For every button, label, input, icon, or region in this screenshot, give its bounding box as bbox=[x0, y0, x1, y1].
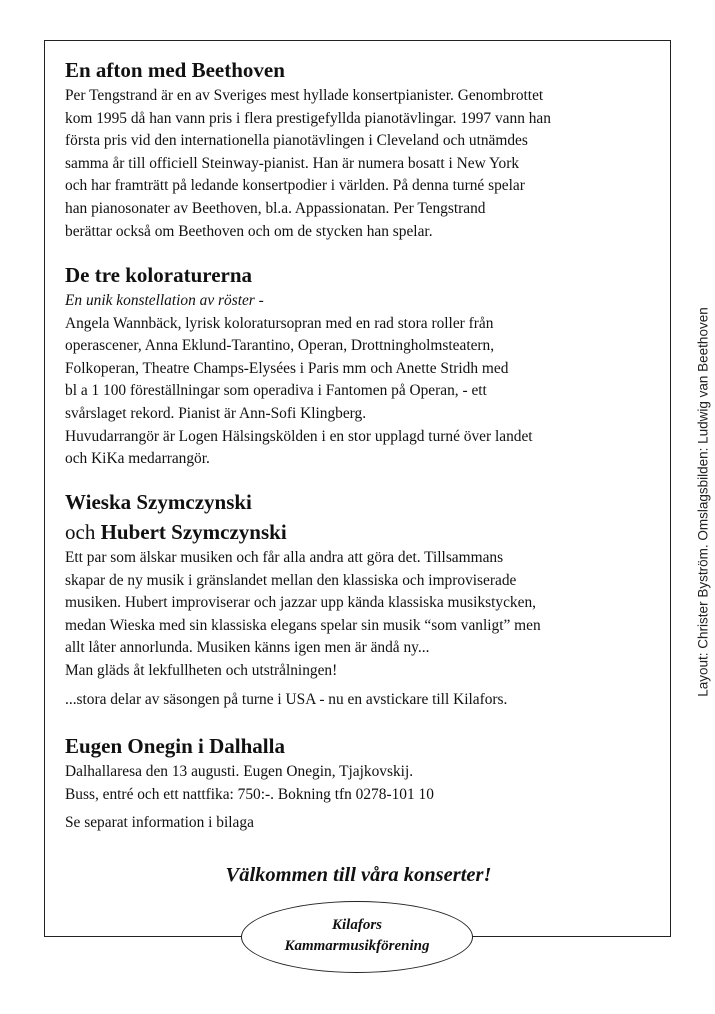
section-title: Wieska Szymczynski bbox=[65, 490, 252, 514]
section-title: En afton med Beethoven bbox=[65, 58, 285, 82]
text-line: och KiKa medarrangör. bbox=[65, 450, 210, 468]
text-line: Man gläds åt lekfullheten och utstrålningen! bbox=[65, 661, 338, 679]
section-koloraturerna bbox=[65, 260, 665, 471]
text-line: och har framträtt på ledande konsertpodier i världen. På denna turné spelar bbox=[65, 177, 525, 195]
section-beethoven bbox=[65, 55, 665, 243]
text-line: Ett par som älskar musiken och får alla andra att göra det. Tillsammans bbox=[65, 549, 504, 566]
section-title: Eugen Onegin i Dalhalla bbox=[65, 734, 285, 758]
text-line: Angela Wannbäck, lyrisk koloratursopran med en rad stora roller från bbox=[65, 314, 494, 332]
text-line: Se separat information i bilaga bbox=[65, 814, 254, 832]
section-title-second-line bbox=[65, 517, 665, 547]
section-eugen-onegin bbox=[65, 731, 665, 835]
text-line: svårslaget rekord. Pianist är Ann-Sofi Klingberg. bbox=[65, 404, 367, 422]
text-line: samma år till officiell Steinway-pianist. Han är numera bosatt i New York bbox=[65, 154, 520, 172]
text-line: medan Wieska med sin klassiska elegans spelar sin musik “som vanligt” men bbox=[65, 616, 541, 634]
text-line: kom 1995 då han vann pris i flera prestigefyllda pianotävlingar. 1997 vann han bbox=[65, 109, 551, 127]
text-line: Folkoperan, Theatre Champs-Elysées i Paris mm och Anette Stridh med bbox=[65, 359, 509, 377]
text-line: skapar de ny musik i gränslandet mellan den klassiska och improviserade bbox=[65, 571, 517, 589]
text-line: musiken. Hubert improviserar och jazzar upp kända klassiska musikstycken, bbox=[65, 594, 536, 612]
text-line: bl a 1 100 föreställningar som operadiva i Fantomen på Operan, - ett bbox=[65, 382, 487, 400]
text-line: Huvudarrangör är Logen Hälsingskölden i en stor upplagd turné över landet bbox=[65, 427, 533, 445]
section-szymczynski bbox=[65, 487, 665, 711]
text-line: Per Tengstrand är en av Sveriges mest hyllade konsertpianister. Genombrottet bbox=[65, 87, 544, 104]
text-line: operascener, Anna Eklund-Tarantino, Operan, Drottningholmsteatern, bbox=[65, 337, 495, 355]
welcome-text: Välkommen till våra konserter! bbox=[225, 864, 492, 886]
section-body bbox=[65, 761, 665, 835]
section-subtitle: En unik konstellation av röster - bbox=[65, 292, 264, 309]
organization-name-line2: Kammarmusikförening bbox=[284, 938, 430, 954]
text-line: allt låter annorlunda. Musiken känns igen men är ändå ny... bbox=[65, 639, 430, 657]
text-line: första pris vid den internationella pianotävlingen i Cleveland och utnämdes bbox=[65, 132, 528, 150]
text-line: Buss, entré och ett nattfika: 750:-. Bokning tfn 0278-101 10 bbox=[65, 785, 434, 803]
text-line: han pianosonater av Beethoven, bl.a. Appassionatan. Per Tengstrand bbox=[65, 199, 486, 217]
organization-oval bbox=[241, 901, 473, 973]
page-frame bbox=[44, 40, 671, 937]
section-title: De tre koloraturerna bbox=[65, 263, 253, 287]
text-line: berättar också om Beethoven och om de stycken han spelar. bbox=[65, 222, 433, 240]
section-body bbox=[65, 85, 665, 243]
section-body bbox=[65, 290, 665, 471]
text-line: Dalhallaresa den 13 augusti. Eugen Onegin, Tjajkovskij. bbox=[65, 763, 414, 780]
side-credit: Layout: Christer Byström. Omslagsbilden: Ludwig van Beethoven bbox=[695, 307, 711, 697]
title-name: Hubert Szymczynski bbox=[100, 520, 287, 544]
text-line: ...stora delar av säsongen på turne i USA - nu en avstickare till Kilafors. bbox=[65, 690, 508, 708]
section-body bbox=[65, 547, 665, 711]
organization-name-line1: Kilafors bbox=[331, 917, 382, 933]
title-prefix: och bbox=[65, 520, 101, 544]
